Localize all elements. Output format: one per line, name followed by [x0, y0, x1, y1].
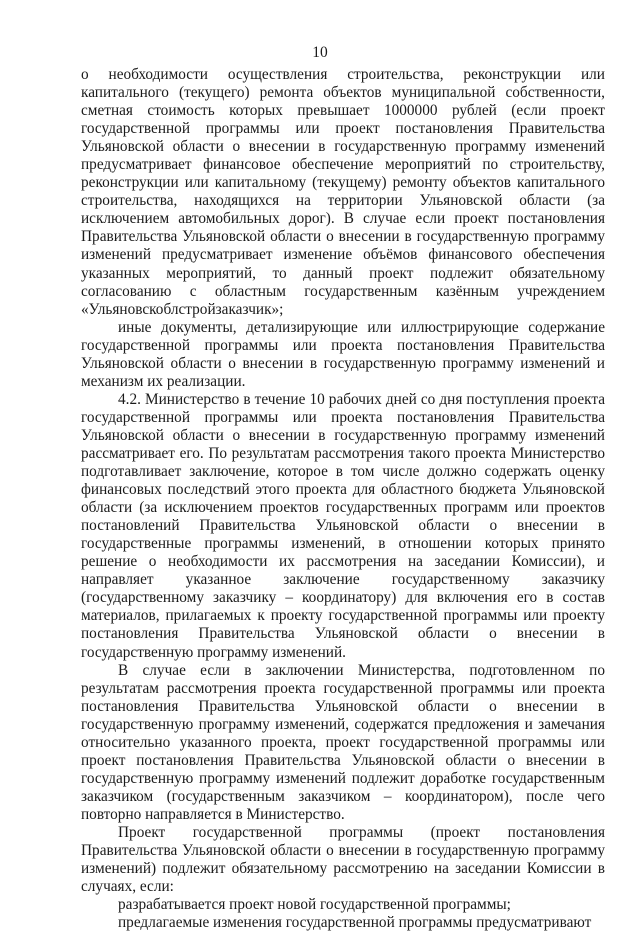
paragraph-5: Проект государственной программы (проект постановления Правительства Ульяновской области о внесении в государственную программу изменений) подлежит обязательному рассмотрению на заседании Комиссии в случаях, если: [81, 823, 605, 896]
paragraph-7: предлагаемые изменения государственной программы предусматривают [118, 914, 592, 932]
paragraph-6: разрабатывается проект новой государственной программы; [118, 896, 511, 914]
document-body [81, 66, 605, 932]
page-number: 10 [312, 44, 328, 61]
paragraph-4: В случае если в заключении Министерства, подготовленном по результатам рассмотрения проекта государственной программы или проекта постановления Правительства Ульяновской области о внесении в государственную программу изменений, содержатся предложения и замечания относительно указанного проекта, проект государственной программы или проект постановления Правительства Ульяновской области о внесении в государственную программу изменений подлежит доработке государственным заказчиком (государственным заказчиком – координатором), после чего повторно направляется в Министерство. [81, 661, 605, 823]
paragraph-1: о необходимости осуществления строительства, реконструкции или капитального (текущего) ремонта объектов муниципальной собственности, сметная стоимость которых превышает 1000000 рублей (если проект государственной программы или проект постановления Правительства Ульяновской области о внесении в государственную программу изменений предусматривает финансовое обеспечение мероприятий по строительству, реконструкции или капитальному (текущему) ремонту объектов капитального строительства, находящихся на территории Ульяновской области (за исключением автомобильных дорог). В случае если проект постановления Правительства Ульяновской области о внесении в государственную программу изменений предусматривает изменение объёмов финансового обеспечения указанных мероприятий, то данный проект подлежит обязательному согласованию с областным государственным казённым учреждением «Ульяновскоблстройзаказчик»; [81, 66, 605, 318]
paragraph-3: 4.2. Министерство в течение 10 рабочих дней со дня поступления проекта государственной программы или проекта постановления Правительства Ульяновской области о внесении в государственную программу изменений рассматривает его. По результатам рассмотрения такого проекта Министерство подготавливает заключение, которое в том числе должно содержать оценку финансовых последствий этого проекта для областного бюджета Ульяновской области (за исключением проектов государственных программ или проектов постановлений Правительства Ульяновской области о внесении в государственные программы изменений, в отношении которых принято решение о необходимости их рассмотрения на заседании Комиссии), и направляет указанное заключение государственному заказчику (государственному заказчику – координатору) для включения его в состав материалов, прилагаемых к проекту государственной программы или проекту постановления Правительства Ульяновской области о внесении в государственную программу изменений. [81, 390, 605, 661]
paragraph-2: иные документы, детализирующие или иллюстрирующие содержание государственной программы или проекта постановления Правительства Ульяновской области о внесении в государственную программу изменений и механизм их реализации. [81, 318, 605, 390]
